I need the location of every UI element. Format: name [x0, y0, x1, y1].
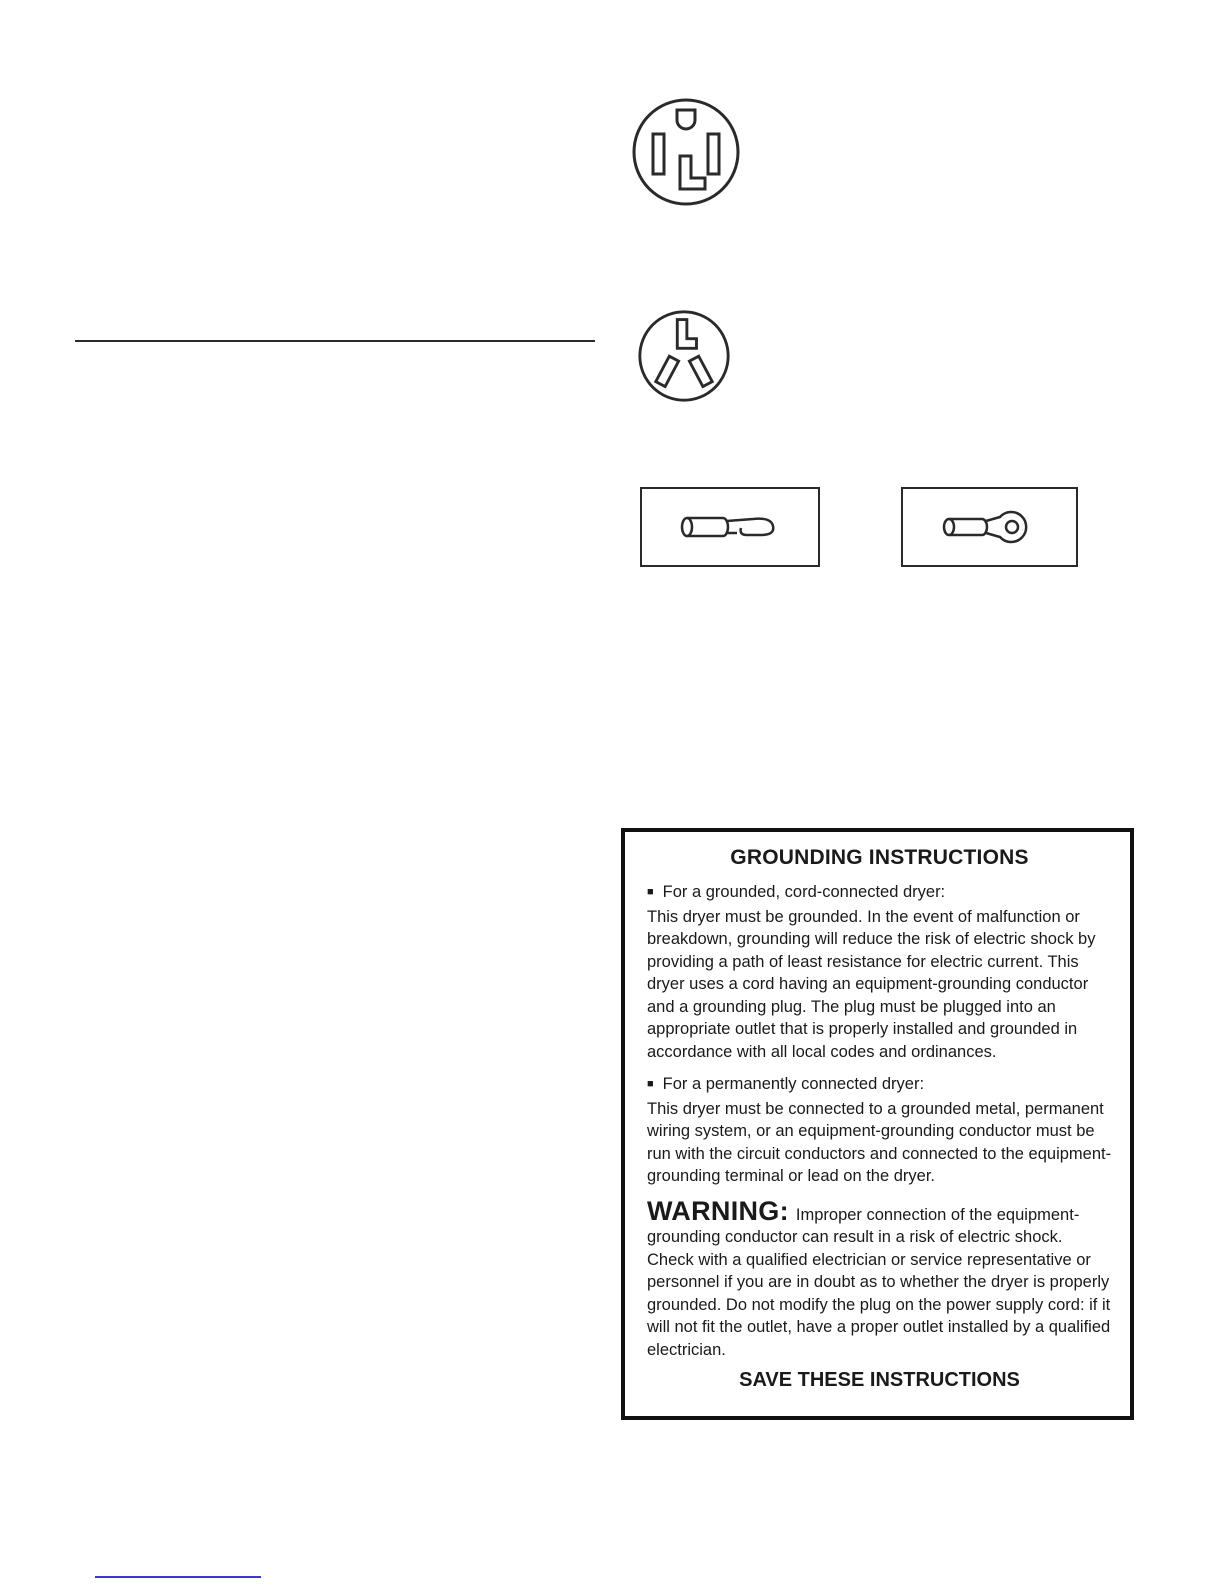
outlet-4-prong-icon: [631, 96, 741, 208]
grounding-instructions-box: [621, 828, 1134, 1420]
grounding-bullet-2-label: For a permanently connected dryer:: [662, 1075, 925, 1093]
ring-terminal-icon: [938, 505, 1042, 549]
warning-label: WARNING:: [647, 1195, 789, 1226]
footer-link-line[interactable]: [95, 1576, 261, 1578]
grounding-bullet-2: [647, 1073, 1112, 1096]
grounding-paragraph-1: This dryer must be grounded. In the event of malfunction or breakdown, grounding will reduce the risk of electric shock by providing a path of least resistance for electric current. This dryer uses a cord having an equipment-grounding conductor and a grounding plug. The plug must be plugged into an appropriate outlet that is properly installed and grounded in accordance with all local codes and ordinances.: [647, 907, 1096, 1061]
grounding-bullet-1-label: For a grounded, cord-connected dryer:: [662, 883, 946, 901]
warning-paragraph: [647, 1195, 1112, 1362]
grounding-bullet-1: [647, 881, 1112, 904]
spade-terminal-box: [640, 487, 820, 567]
ring-terminal-box: [901, 487, 1078, 567]
spade-terminal-icon: [675, 505, 785, 549]
outlet-3-prong-icon: [636, 308, 732, 404]
warning-text: Improper connection of the equipment-grounding conductor can result in a risk of electric shock. Check with a qualified electrician or service representative or personnel if you are in doubt as to whether the dryer is properly grounded. Do not modify the plug on the power supply cord: if it will not fit the outlet, have a proper outlet installed by a qualified electrician.: [647, 1205, 1111, 1359]
save-instructions-line: SAVE THESE INSTRUCTIONS: [739, 1369, 1020, 1391]
bullet-square-icon: ■: [647, 1078, 654, 1090]
grounding-paragraph-2: This dryer must be connected to a grounded metal, permanent wiring system, or an equipment-grounding conductor must be run with the circuit conductors and connected to the equipment-grounding terminal or lead on the dryer.: [647, 1099, 1112, 1185]
bullet-square-icon: ■: [647, 886, 654, 898]
section-divider-line: [75, 340, 595, 342]
grounding-title: GROUNDING INSTRUCTIONS: [730, 846, 1029, 869]
